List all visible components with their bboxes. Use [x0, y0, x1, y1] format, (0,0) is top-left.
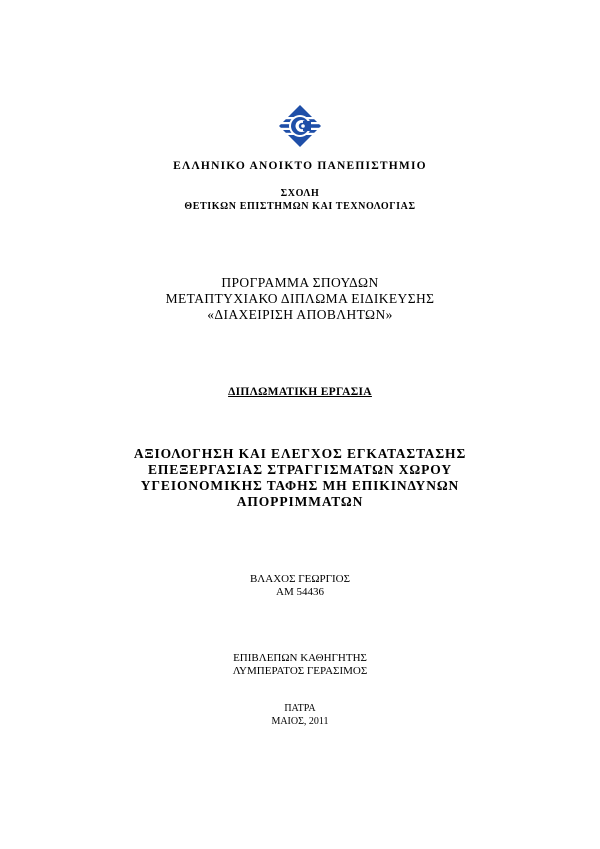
- author-name: ΒΛΑΧΟΣ ΓΕΩΡΓΙΟΣ: [249, 573, 351, 585]
- thesis-label: ΔΙΠΛΩΜΑΤΙΚΗ ΕΡΓΑΣΙΑ: [228, 386, 372, 398]
- school-line-1: ΣΧΟΛΗ: [280, 188, 320, 199]
- program-line-3: «ΔΙΑΧΕΙΡΙΣΗ ΑΠΟΒΛΗΤΩΝ»: [207, 307, 393, 322]
- supervisor-name: ΛΥΜΠΕΡΑΤΟΣ ΓΕΡΑΣΙΜΟΣ: [232, 665, 368, 677]
- thesis-title-line: ΑΞΙΟΛΟΓΗΣΗ ΚΑΙ ΕΛΕΓΧΟΣ ΕΓΚΑΤΑΣΤΑΣΗΣ: [133, 446, 467, 461]
- thesis-title-line: ΥΓΕΙΟΝΟΜΙΚΗΣ ΤΑΦΗΣ ΜΗ ΕΠΙΚΙΝΔΥΝΩΝ: [140, 478, 460, 493]
- date: ΜΑΙΟΣ, 2011: [271, 716, 329, 727]
- school-line-2: ΘΕΤΙΚΩΝ ΕΠΙΣΤΗΜΩΝ ΚΑΙ ΤΕΧΝΟΛΟΓΙΑΣ: [184, 201, 416, 212]
- thesis-title-line: ΑΠΟΡΡΙΜΜΑΤΩΝ: [236, 494, 364, 509]
- university-logo-icon: [278, 104, 322, 148]
- supervisor-label: ΕΠΙΒΛΕΠΩΝ ΚΑΘΗΓΗΤΗΣ: [233, 652, 367, 664]
- student-id: ΑΜ 54436: [276, 586, 324, 598]
- university-name: ΕΛΛΗΝΙΚΟ ΑΝΟΙΚΤΟ ΠΑΝΕΠΙΣΤΗΜΙΟ: [173, 160, 427, 172]
- city: ΠΑΤΡΑ: [284, 703, 316, 714]
- thesis-title: [0, 446, 600, 510]
- program-line-1: ΠΡΟΓΡΑΜΜΑ ΣΠΟΥΔΩΝ: [221, 275, 379, 290]
- thesis-title-line: ΕΠΕΞΕΡΓΑΣΙΑΣ ΣΤΡΑΓΓΙΣΜΑΤΩΝ ΧΩΡΟΥ: [148, 462, 452, 477]
- program-line-2: ΜΕΤΑΠΤΥΧΙΑΚΟ ΔΙΠΛΩΜΑ ΕΙΔΙΚΕΥΣΗΣ: [165, 291, 435, 306]
